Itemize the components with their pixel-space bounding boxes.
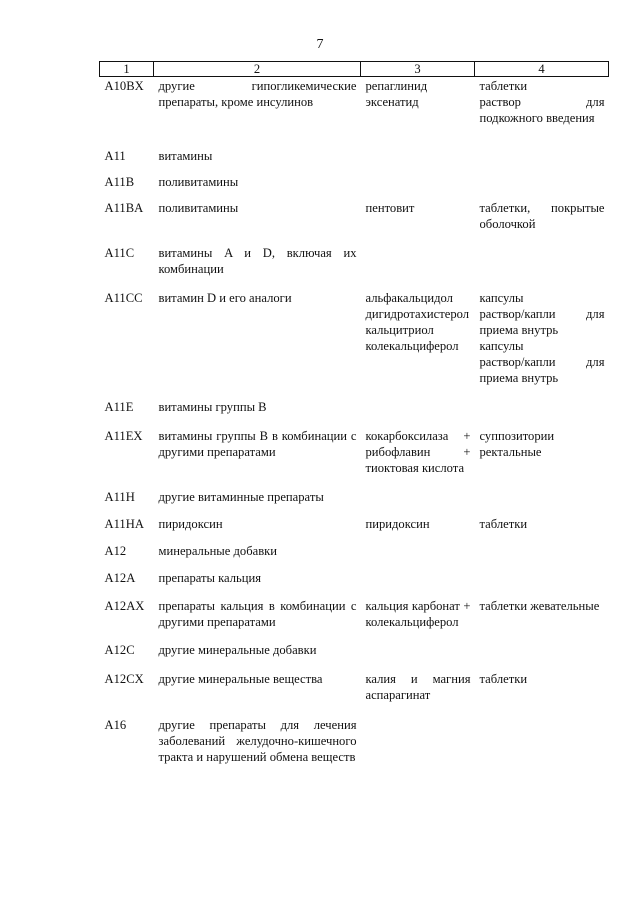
atc-name-cell: препараты кальция: [158, 571, 262, 585]
atc-code-cell: A12C: [104, 643, 135, 657]
dosage-form-cell: [475, 386, 609, 415]
drug-name-cell: [361, 190, 475, 232]
drug-name-cell: [361, 386, 475, 415]
drug-name-cell: [361, 164, 475, 190]
atc-code-cell: A11B: [104, 175, 135, 189]
table-row: [100, 386, 609, 415]
atc-name-cell: поливитамины: [158, 175, 239, 189]
dosage-form-cell: [475, 277, 609, 386]
dosage-form: суппозитории ректальные: [479, 429, 555, 459]
table-row: [100, 232, 609, 277]
drug-name-cell: [361, 559, 475, 586]
dosage-form-cell: [475, 703, 609, 765]
dosage-form-cell: [475, 476, 609, 505]
table-row: [100, 630, 609, 658]
atc-code-cell: A12CX: [104, 672, 144, 686]
drug-name: эксенатид: [365, 95, 419, 109]
atc-code-cell: A11: [104, 149, 126, 163]
drug-name-cell: [361, 658, 475, 703]
dosage-form-cell: [475, 232, 609, 277]
drug-name: колекальциферол: [365, 339, 459, 353]
drug-name-cell: [361, 505, 475, 532]
dosage-form-cell: [475, 586, 609, 630]
drug-name: дигидротахистерол: [365, 307, 470, 321]
atc-name-cell: витамины A и D, включая их комбинации: [158, 246, 357, 276]
dosage-form: капсулы: [479, 291, 524, 305]
atc-code-cell: A11BA: [104, 201, 144, 215]
table-row: [100, 190, 609, 232]
dosage-form-cell: [475, 415, 609, 476]
atc-name-cell: поливитамины: [158, 201, 239, 215]
dosage-form-cell: [475, 658, 609, 703]
drug-name: репаглинид: [365, 79, 428, 93]
drug-name: кальция карбонат + колекальциферол: [365, 599, 471, 629]
table-row: [100, 532, 609, 559]
column-header-1: 1: [100, 62, 154, 77]
table-row: [100, 559, 609, 586]
atc-code-cell: A11C: [104, 246, 135, 260]
drug-name-cell: [361, 476, 475, 505]
table-header-row: [100, 62, 609, 77]
atc-code-cell: A11E: [104, 400, 134, 414]
drug-name: калия и магния аспарагинат: [365, 672, 471, 702]
drug-name-cell: [361, 630, 475, 658]
drug-name-cell: [361, 532, 475, 559]
atc-code-cell: A12AX: [104, 599, 145, 613]
drug-name-cell: [361, 232, 475, 277]
table-row: [100, 703, 609, 765]
dosage-form: таблетки: [479, 672, 528, 686]
dosage-form: таблетки: [479, 79, 528, 93]
atc-name-cell: другие минеральные добавки: [158, 643, 317, 657]
dosage-form-cell: [475, 164, 609, 190]
table-row: [100, 586, 609, 630]
dosage-form: раствор для подкожного введения: [479, 95, 605, 125]
atc-name-cell: препараты кальция в комбинации с другими препаратами: [158, 599, 357, 629]
atc-code-cell: A11EX: [104, 429, 143, 443]
atc-code-cell: A11H: [104, 490, 135, 504]
column-header-3: 3: [361, 62, 475, 77]
drug-name: кокарбоксилаза + рибофлавин + тиоктовая кислота: [365, 429, 471, 475]
atc-code-cell: A11CC: [104, 291, 143, 305]
drug-name-cell: [361, 77, 475, 127]
atc-name-cell: другие гипогликемические препараты, кроме инсулинов: [158, 79, 357, 109]
atc-code-cell: A12A: [104, 571, 136, 585]
drug-name-cell: [361, 415, 475, 476]
drug-name-cell: [361, 586, 475, 630]
dosage-form-cell: [475, 532, 609, 559]
dosage-form-cell: [475, 126, 609, 164]
dosage-form-cell: [475, 190, 609, 232]
column-header-2: 2: [154, 62, 361, 77]
atc-name-cell: минеральные добавки: [158, 544, 278, 558]
dosage-form: капсулы: [479, 339, 524, 353]
table-row: [100, 415, 609, 476]
table-row: [100, 277, 609, 386]
table-row: [100, 505, 609, 532]
dosage-form-cell: [475, 505, 609, 532]
drug-name-cell: [361, 277, 475, 386]
drug-name: кальцитриол: [365, 323, 434, 337]
atc-name-cell: витамин D и его аналоги: [158, 291, 292, 305]
dosage-form: таблетки, покрытые оболочкой: [479, 201, 605, 231]
dosage-form: раствор/капли для приема внутрь: [479, 307, 605, 337]
atc-code-cell: A11HA: [104, 517, 144, 531]
dosage-form-cell: [475, 77, 609, 127]
dosage-form: таблетки жевательные: [479, 599, 600, 613]
table-row: [100, 658, 609, 703]
atc-name-cell: другие препараты для лечения заболеваний желудочно-кишечного тракта и нарушений обмена веществ: [158, 718, 357, 764]
drug-table: [99, 61, 609, 765]
dosage-form: таблетки: [479, 517, 528, 531]
drug-name: пиридоксин: [365, 517, 430, 531]
dosage-form-cell: [475, 630, 609, 658]
drug-name-cell: [361, 126, 475, 164]
column-header-4: 4: [475, 62, 609, 77]
atc-name-cell: витамины группы B: [158, 400, 267, 414]
drug-name: пентовит: [365, 201, 415, 215]
atc-name-cell: пиридоксин: [158, 517, 223, 531]
table-row: [100, 77, 609, 127]
page-number: 7: [316, 37, 324, 52]
table-row: [100, 164, 609, 190]
atc-code-cell: A16: [104, 718, 127, 732]
drug-name-cell: [361, 703, 475, 765]
table-row: [100, 126, 609, 164]
atc-name-cell: витамины группы B в комбинации с другими препаратами: [158, 429, 357, 459]
atc-name-cell: другие витаминные препараты: [158, 490, 324, 504]
drug-name: альфакальцидол: [365, 291, 453, 305]
atc-code-cell: A12: [104, 544, 127, 558]
dosage-form-cell: [475, 559, 609, 586]
atc-code-cell: A10BX: [104, 79, 144, 93]
atc-name-cell: витамины: [158, 149, 213, 163]
table-row: [100, 476, 609, 505]
atc-name-cell: другие минеральные вещества: [158, 672, 323, 686]
dosage-form: раствор/капли для приема внутрь: [479, 355, 605, 385]
